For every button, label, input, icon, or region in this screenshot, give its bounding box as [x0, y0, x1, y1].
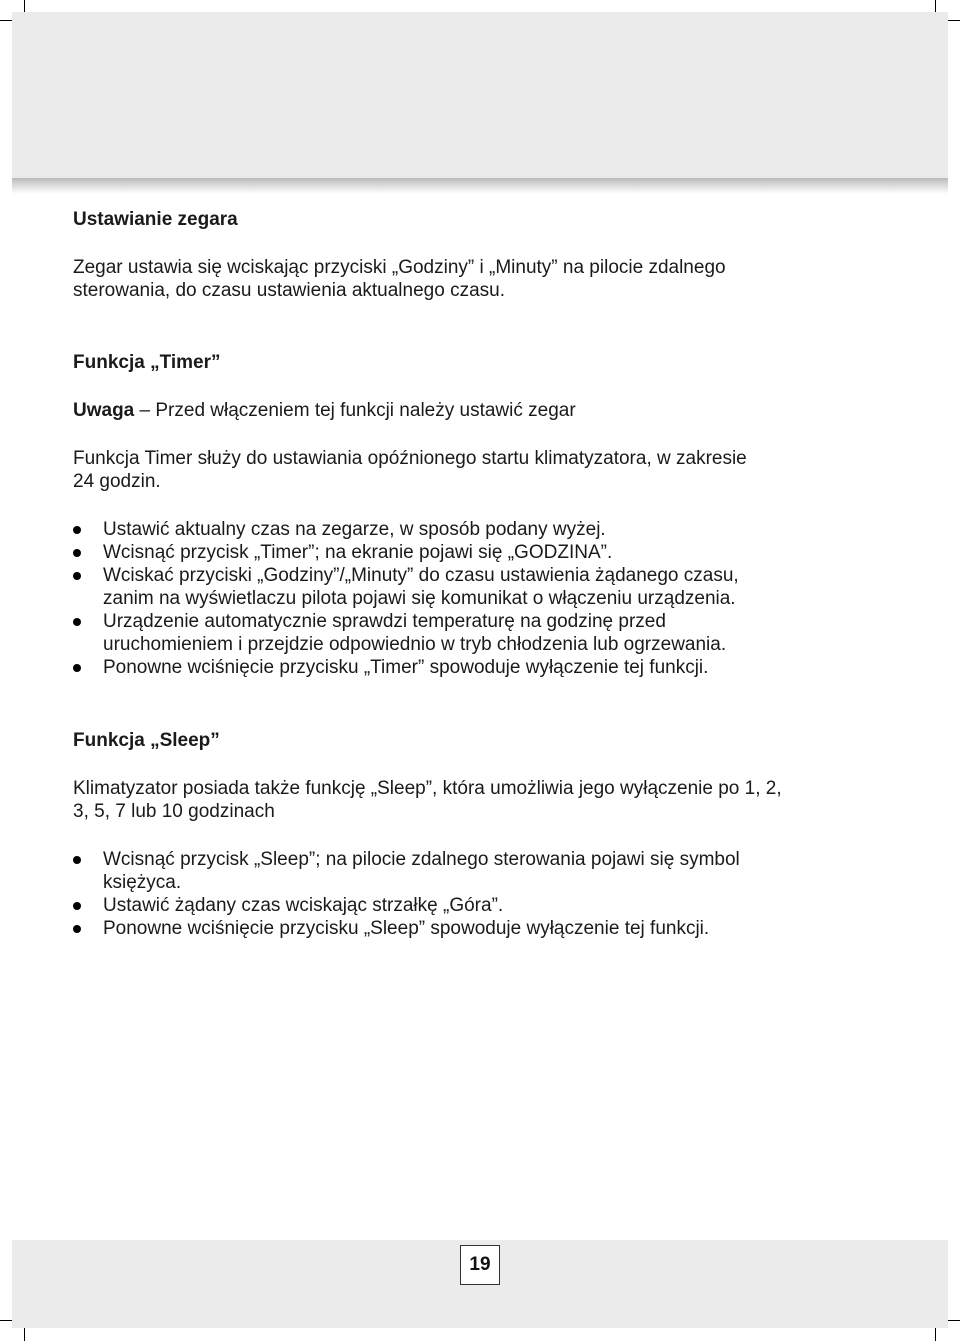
list-item-text: Ponowne wciśnięcie przycisku „Timer” spowoduje wyłączenie tej funkcji.	[103, 657, 709, 678]
note-label: Uwaga	[73, 400, 135, 421]
list-item-text: uruchomieniem i przejdzie odpowiednio w tryb chłodzenia lub ogrzewania.	[103, 634, 727, 655]
bullet-icon	[73, 618, 81, 626]
bullet-icon	[73, 902, 81, 910]
bullet-icon	[73, 526, 81, 534]
clock-paragraph-line: Zegar ustawia się wciskając przyciski „Godziny” i „Minuty” na pilocie zdalnego	[73, 257, 726, 278]
list-item	[73, 894, 893, 917]
list-item-text: Wciskać przyciski „Godziny”/„Minuty” do czasu ustawienia żądanego czasu,	[103, 565, 739, 586]
note-text: – Przed włączeniem tej funkcji należy ustawić zegar	[134, 400, 576, 421]
list-item	[73, 610, 893, 656]
section-heading-sleep: Funkcja „Sleep”	[73, 730, 220, 751]
list-item	[73, 917, 893, 940]
page-number: 19	[460, 1245, 500, 1285]
list-item	[73, 518, 893, 541]
bullet-icon	[73, 572, 81, 580]
list-item-text: Wcisnąć przycisk „Sleep”; na pilocie zdalnego sterowania pojawi się symbol	[103, 849, 740, 870]
timer-paragraph-line: Funkcja Timer służy do ustawiania opóźnionego startu klimatyzatora, w zakresie	[73, 448, 747, 469]
sleep-paragraph-line: 3, 5, 7 lub 10 godzinach	[73, 801, 275, 822]
clock-paragraph-line: sterowania, do czasu ustawienia aktualnego czasu.	[73, 280, 505, 301]
bullet-icon	[73, 549, 81, 557]
list-item-text: zanim na wyświetlaczu pilota pojawi się komunikat o włączeniu urządzenia.	[103, 588, 736, 609]
timer-bullet-list	[73, 518, 893, 679]
timer-paragraph-line: 24 godzin.	[73, 471, 161, 492]
timer-note	[73, 399, 893, 422]
bullet-icon	[73, 664, 81, 672]
list-item-text: księżyca.	[103, 872, 182, 893]
section-heading-timer: Funkcja „Timer”	[73, 352, 221, 373]
list-item-text: Wcisnąć przycisk „Timer”; na ekranie pojawi się „GODZINA”.	[103, 542, 613, 563]
sleep-paragraph-line: Klimatyzator posiada także funkcję „Sleep”, która umożliwia jego wyłączenie po 1, 2,	[73, 778, 782, 799]
header-band	[12, 12, 948, 178]
page-content	[73, 208, 893, 940]
list-item	[73, 848, 893, 894]
list-item-text: Urządzenie automatycznie sprawdzi temperaturę na godzinę przed	[103, 611, 666, 632]
bullet-icon	[73, 925, 81, 933]
header-band-shadow	[12, 178, 948, 194]
list-item	[73, 564, 893, 610]
section-heading-clock: Ustawianie zegara	[73, 209, 238, 230]
list-item-text: Ponowne wciśnięcie przycisku „Sleep” spowoduje wyłączenie tej funkcji.	[103, 918, 710, 939]
list-item	[73, 656, 893, 679]
bullet-icon	[73, 856, 81, 864]
list-item-text: Ustawić aktualny czas na zegarze, w sposób podany wyżej.	[103, 519, 606, 540]
list-item-text: Ustawić żądany czas wciskając strzałkę „Góra”.	[103, 895, 504, 916]
list-item	[73, 541, 893, 564]
sleep-bullet-list	[73, 848, 893, 940]
